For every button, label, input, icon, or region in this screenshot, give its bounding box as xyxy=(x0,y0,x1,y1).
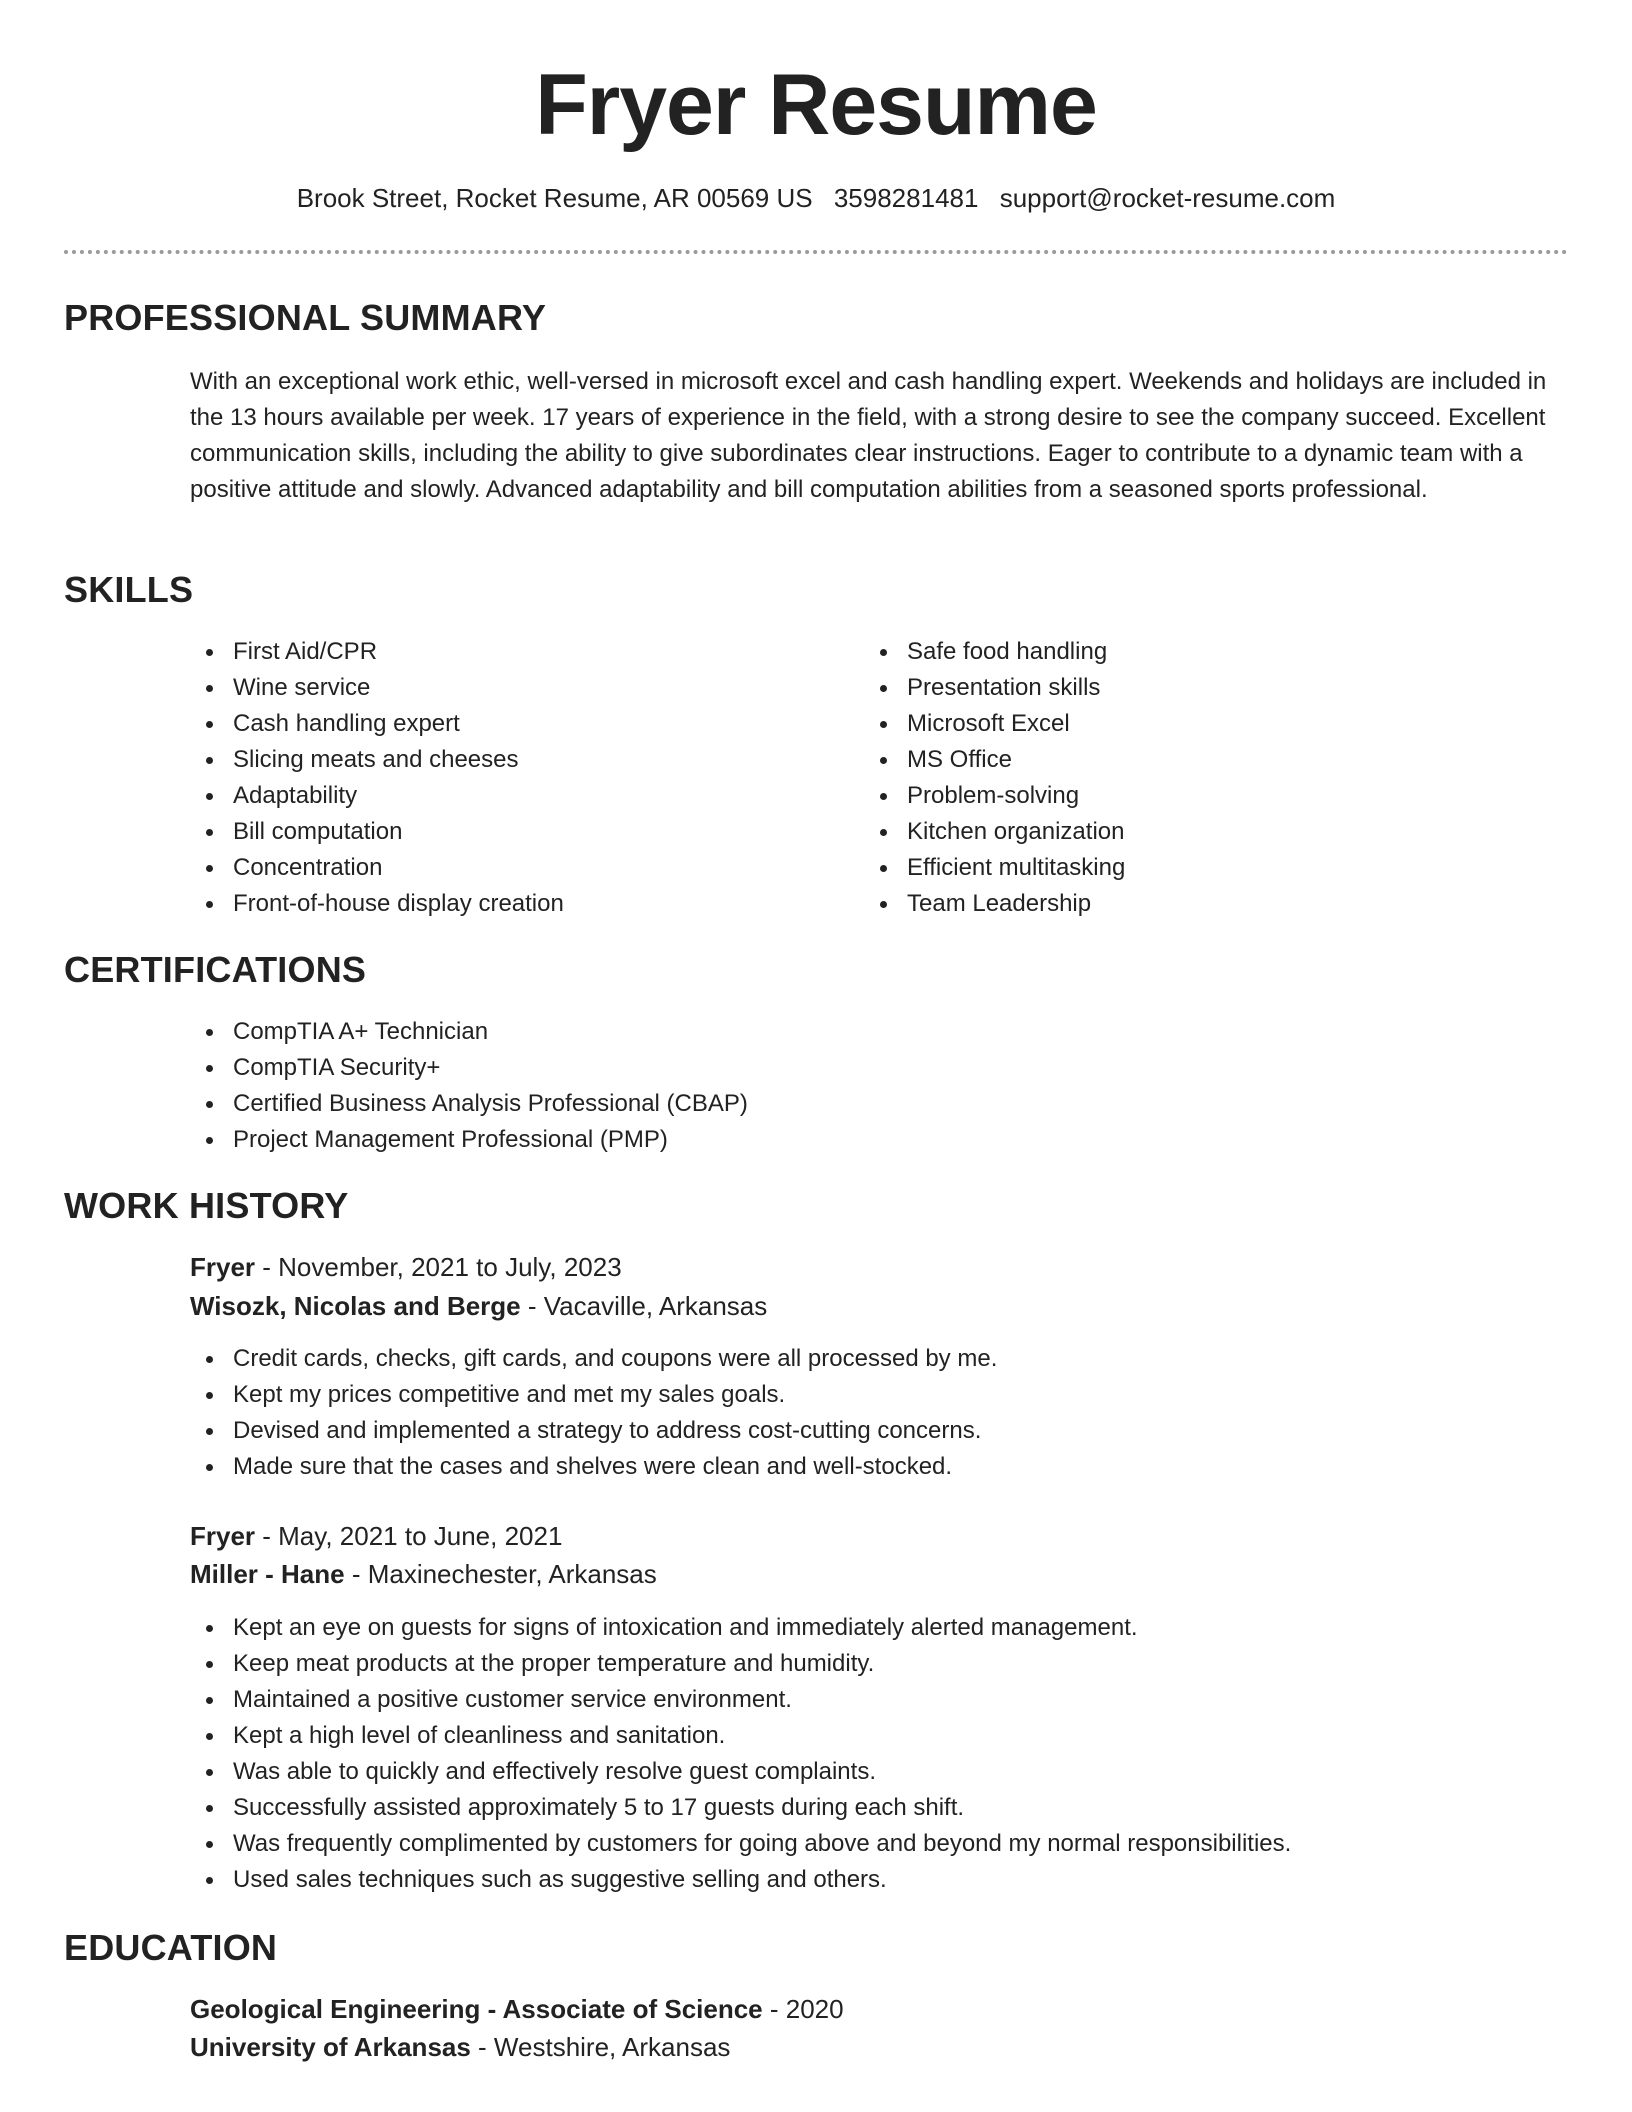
skills-list-right xyxy=(864,634,1504,922)
list-item: Presentation skills xyxy=(864,670,1504,706)
list-item: Safe food handling xyxy=(864,634,1504,670)
job-company-line xyxy=(190,1287,767,1325)
list-item: First Aid/CPR xyxy=(190,634,830,670)
job-company: Wisozk, Nicolas and Berge xyxy=(190,1291,521,1321)
contact-line xyxy=(0,178,1632,218)
contact-phone: 3598281481 xyxy=(833,183,979,213)
job-company: Miller - Hane xyxy=(190,1559,345,1589)
work-history-heading: WORK HISTORY xyxy=(64,1185,349,1226)
list-item: Problem-solving xyxy=(864,778,1504,814)
list-item: Adaptability xyxy=(190,778,830,814)
list-item: Kitchen organization xyxy=(864,814,1504,850)
list-item: Project Management Professional (PMP) xyxy=(190,1122,1490,1158)
list-item: Keep meat products at the proper temperature and humidity. xyxy=(190,1646,1550,1682)
job-title-line xyxy=(190,1248,622,1286)
list-item: Bill computation xyxy=(190,814,830,850)
summary-heading: PROFESSIONAL SUMMARY xyxy=(64,297,547,338)
list-item: CompTIA A+ Technician xyxy=(190,1014,1490,1050)
contact-email: support@rocket-resume.com xyxy=(999,183,1336,213)
education-location: - Westshire, Arkansas xyxy=(470,2032,731,2062)
list-item: Was able to quickly and effectively resolve guest complaints. xyxy=(190,1754,1550,1790)
job-company-line xyxy=(190,1555,657,1593)
certifications-heading: CERTIFICATIONS xyxy=(64,949,367,990)
job-title-line xyxy=(190,1517,562,1555)
job-location: - Maxinechester, Arkansas xyxy=(344,1559,657,1589)
education-school-line xyxy=(190,2028,730,2066)
list-item: Certified Business Analysis Professional (CBAP) xyxy=(190,1086,1490,1122)
job-bullets xyxy=(190,1610,1550,1898)
list-item: Credit cards, checks, gift cards, and coupons were all processed by me. xyxy=(190,1341,1550,1377)
job-location: - Vacaville, Arkansas xyxy=(520,1291,768,1321)
list-item: Front-of-house display creation xyxy=(190,886,830,922)
list-item: Kept a high level of cleanliness and sanitation. xyxy=(190,1718,1550,1754)
contact-address: Brook Street, Rocket Resume, AR 00569 US xyxy=(296,183,813,213)
job-bullets xyxy=(190,1341,1550,1485)
education-heading: EDUCATION xyxy=(64,1927,278,1968)
skills-heading: SKILLS xyxy=(64,569,194,610)
list-item: Efficient multitasking xyxy=(864,850,1504,886)
list-item: Slicing meats and cheeses xyxy=(190,742,830,778)
list-item: Devised and implemented a strategy to address cost-cutting concerns. xyxy=(190,1413,1550,1449)
education-degree: Geological Engineering - Associate of Science xyxy=(190,1994,763,2024)
list-item: Made sure that the cases and shelves were clean and well-stocked. xyxy=(190,1449,1550,1485)
job-dates: - November, 2021 to July, 2023 xyxy=(255,1252,622,1282)
header-divider xyxy=(64,250,1568,254)
job-role: Fryer xyxy=(190,1521,256,1551)
job-dates: - May, 2021 to June, 2021 xyxy=(255,1521,563,1551)
list-item: Team Leadership xyxy=(864,886,1504,922)
list-item: Used sales techniques such as suggestive selling and others. xyxy=(190,1862,1550,1898)
list-item: Cash handling expert xyxy=(190,706,830,742)
list-item: Maintained a positive customer service environment. xyxy=(190,1682,1550,1718)
job-role: Fryer xyxy=(190,1252,256,1282)
list-item: Was frequently complimented by customers for going above and beyond my normal responsibilities. xyxy=(190,1826,1550,1862)
list-item: Wine service xyxy=(190,670,830,706)
list-item: Successfully assisted approximately 5 to 17 guests during each shift. xyxy=(190,1790,1550,1826)
list-item: Concentration xyxy=(190,850,830,886)
skills-list-left xyxy=(190,634,830,922)
summary-text: With an exceptional work ethic, well-versed in microsoft excel and cash handling expert. Weekends and holidays are included in the 13 hours available per week. 17 years of experience in the field, with a strong desire to see the company succeed. Excellent communication skills, including the ability to give subordinates clear instructions. Eager to contribute to a dynamic team with a positive attitude and slowly. Advanced adaptability and bill computation abilities from a seasoned sports professional. xyxy=(190,368,1547,503)
list-item: MS Office xyxy=(864,742,1504,778)
certifications-list xyxy=(190,1014,1490,1158)
resume-name: Fryer Resume xyxy=(535,57,1097,153)
list-item: Microsoft Excel xyxy=(864,706,1504,742)
list-item: Kept my prices competitive and met my sales goals. xyxy=(190,1377,1550,1413)
list-item: Kept an eye on guests for signs of intoxication and immediately alerted management. xyxy=(190,1610,1550,1646)
education-year: - 2020 xyxy=(762,1994,844,2024)
education-school: University of Arkansas xyxy=(190,2032,471,2062)
education-degree-line xyxy=(190,1990,844,2028)
list-item: CompTIA Security+ xyxy=(190,1050,1490,1086)
